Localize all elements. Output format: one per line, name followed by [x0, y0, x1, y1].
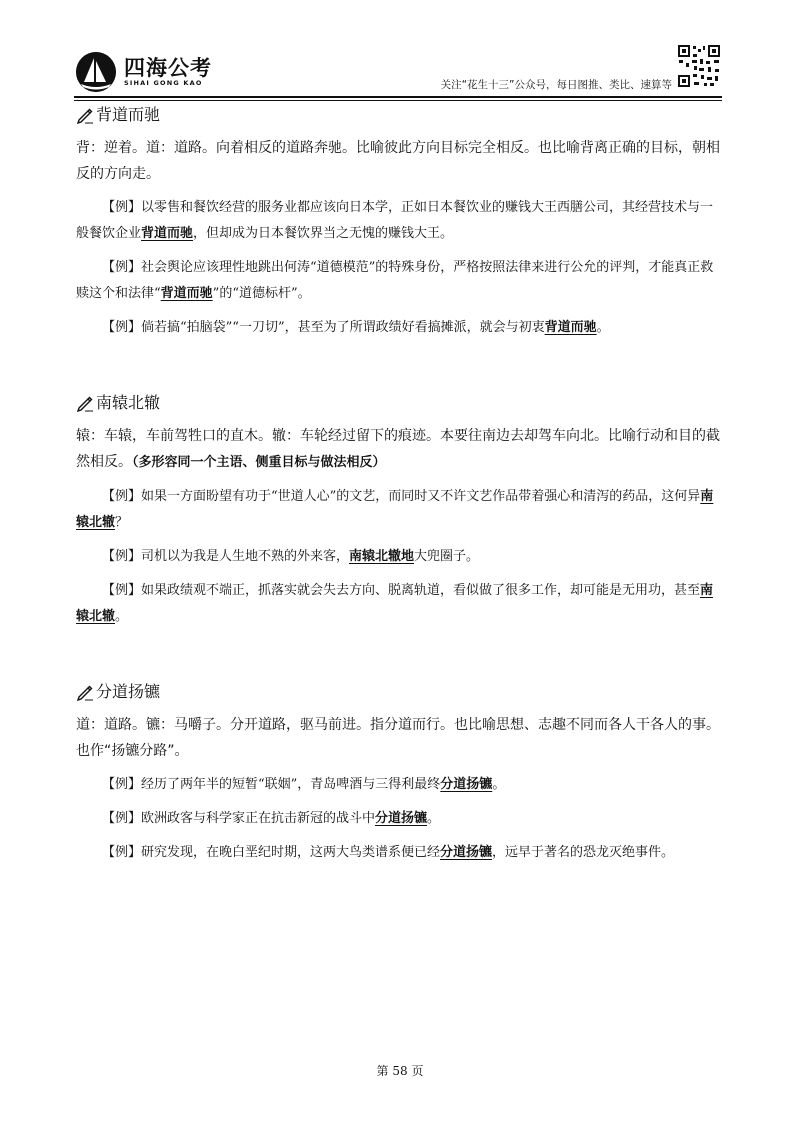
pencil-icon	[76, 683, 94, 701]
entry-title	[76, 680, 724, 704]
example: 【例】社会舆论应该理性地跳出何涛“道德模范”的特殊身份，严格按照法律来进行公允的评判，才能真正救赎这个和法律“背道而驰”的“道德标杆”。	[76, 260, 714, 301]
entry	[76, 391, 724, 630]
entry-title-text: 背道而驰	[96, 105, 161, 124]
idiom-highlight: 南辕北辙	[76, 583, 714, 624]
header-rule-thin	[74, 100, 722, 101]
usage-note: （多形容同一个主语、侧重目标与做法相反）	[132, 455, 386, 470]
header-slogan: 关注“花生十三”公众号，每日图推、类比、速算等	[440, 79, 672, 91]
brand-logo	[76, 52, 212, 92]
idiom-highlight: 背道而驰	[141, 226, 194, 241]
entry-definition: 背：逆着。道：道路。向着相反的道路奔驰。比喻彼此方向目标完全相反。也比喻背离正确的目标，朝相反的方向走。	[76, 140, 720, 182]
entry-definition: 辕：车辕，车前驾牲口的直木。辙：车轮经过留下的痕迹。本要往南边去却驾车向北。比喻行动和目的截然相反。（多形容同一个主语、侧重目标与做法相反）	[76, 428, 720, 470]
pencil-icon	[76, 394, 94, 412]
example: 【例】经历了两年半的短暂“联姻”，青岛啤酒与三得利最终分道扬镳。	[102, 777, 506, 792]
page-number: 第 58 页	[376, 1064, 424, 1078]
page-header	[0, 0, 800, 100]
entry-title-text: 分道扬镳	[96, 682, 161, 701]
example: 【例】倘若搞“拍脑袋”“一刀切”，甚至为了所谓政绩好看搞摊派，就会与初衷背道而驰。	[102, 320, 610, 335]
entry	[76, 680, 724, 866]
entry-title	[76, 391, 724, 415]
idiom-highlight: 分道扬镳	[375, 811, 428, 826]
idiom-highlight: 背道而驰	[544, 320, 597, 335]
entry-title-text: 南辕北辙	[96, 393, 161, 412]
header-rule-thick	[74, 96, 722, 98]
qr-code-icon	[677, 44, 721, 88]
entry	[76, 103, 724, 341]
idiom-highlight: 南辕北辙地	[349, 549, 415, 564]
idiom-highlight: 分道扬镳	[440, 777, 493, 792]
entry-definition: 道：道路。镳：马嚼子。分开道路，驱马前进。指分道而行。也比喻思想、志趣不同而各人干各人的事。也作“扬镳分路”。	[76, 717, 720, 759]
example: 【例】研究发现，在晚白垩纪时期，这两大鸟类谱系便已经分道扬镳，远早于著名的恐龙灭绝事件。	[102, 845, 675, 860]
idiom-highlight: 背道而驰	[160, 286, 213, 301]
example: 【例】如果政绩观不端正，抓落实就会失去方向、脱离轨道，看似做了很多工作，却可能是无用功，甚至南辕北辙。	[76, 583, 714, 624]
logo-en-text: SIHAI GONG KAO	[124, 78, 203, 87]
example: 【例】如果一方面盼望有功于“世道人心”的文艺，而同时又不许文艺作品带着强心和清泻的药品，这何异南辕北辙？	[76, 489, 714, 530]
page-content	[76, 103, 724, 866]
example: 【例】司机以为我是人生地不熟的外来客，南辕北辙地大兜圈子。	[102, 549, 480, 564]
logo-cn-text: 四海公考	[124, 55, 212, 80]
example: 【例】欧洲政客与科学家正在抗击新冠的战斗中分道扬镳。	[102, 811, 441, 826]
entry-title	[76, 103, 724, 127]
example: 【例】以零售和餐饮经营的服务业都应该向日本学，正如日本餐饮业的赚钱大王西膳公司，其经营技术与一般餐饮企业背道而驰，但却成为日本餐饮界当之无愧的赚钱大王。	[76, 200, 714, 241]
pencil-icon	[76, 106, 94, 124]
sail-logo-icon	[76, 52, 116, 92]
idiom-highlight: 分道扬镳	[440, 845, 493, 860]
idiom-highlight: 南辕北辙	[76, 489, 714, 530]
